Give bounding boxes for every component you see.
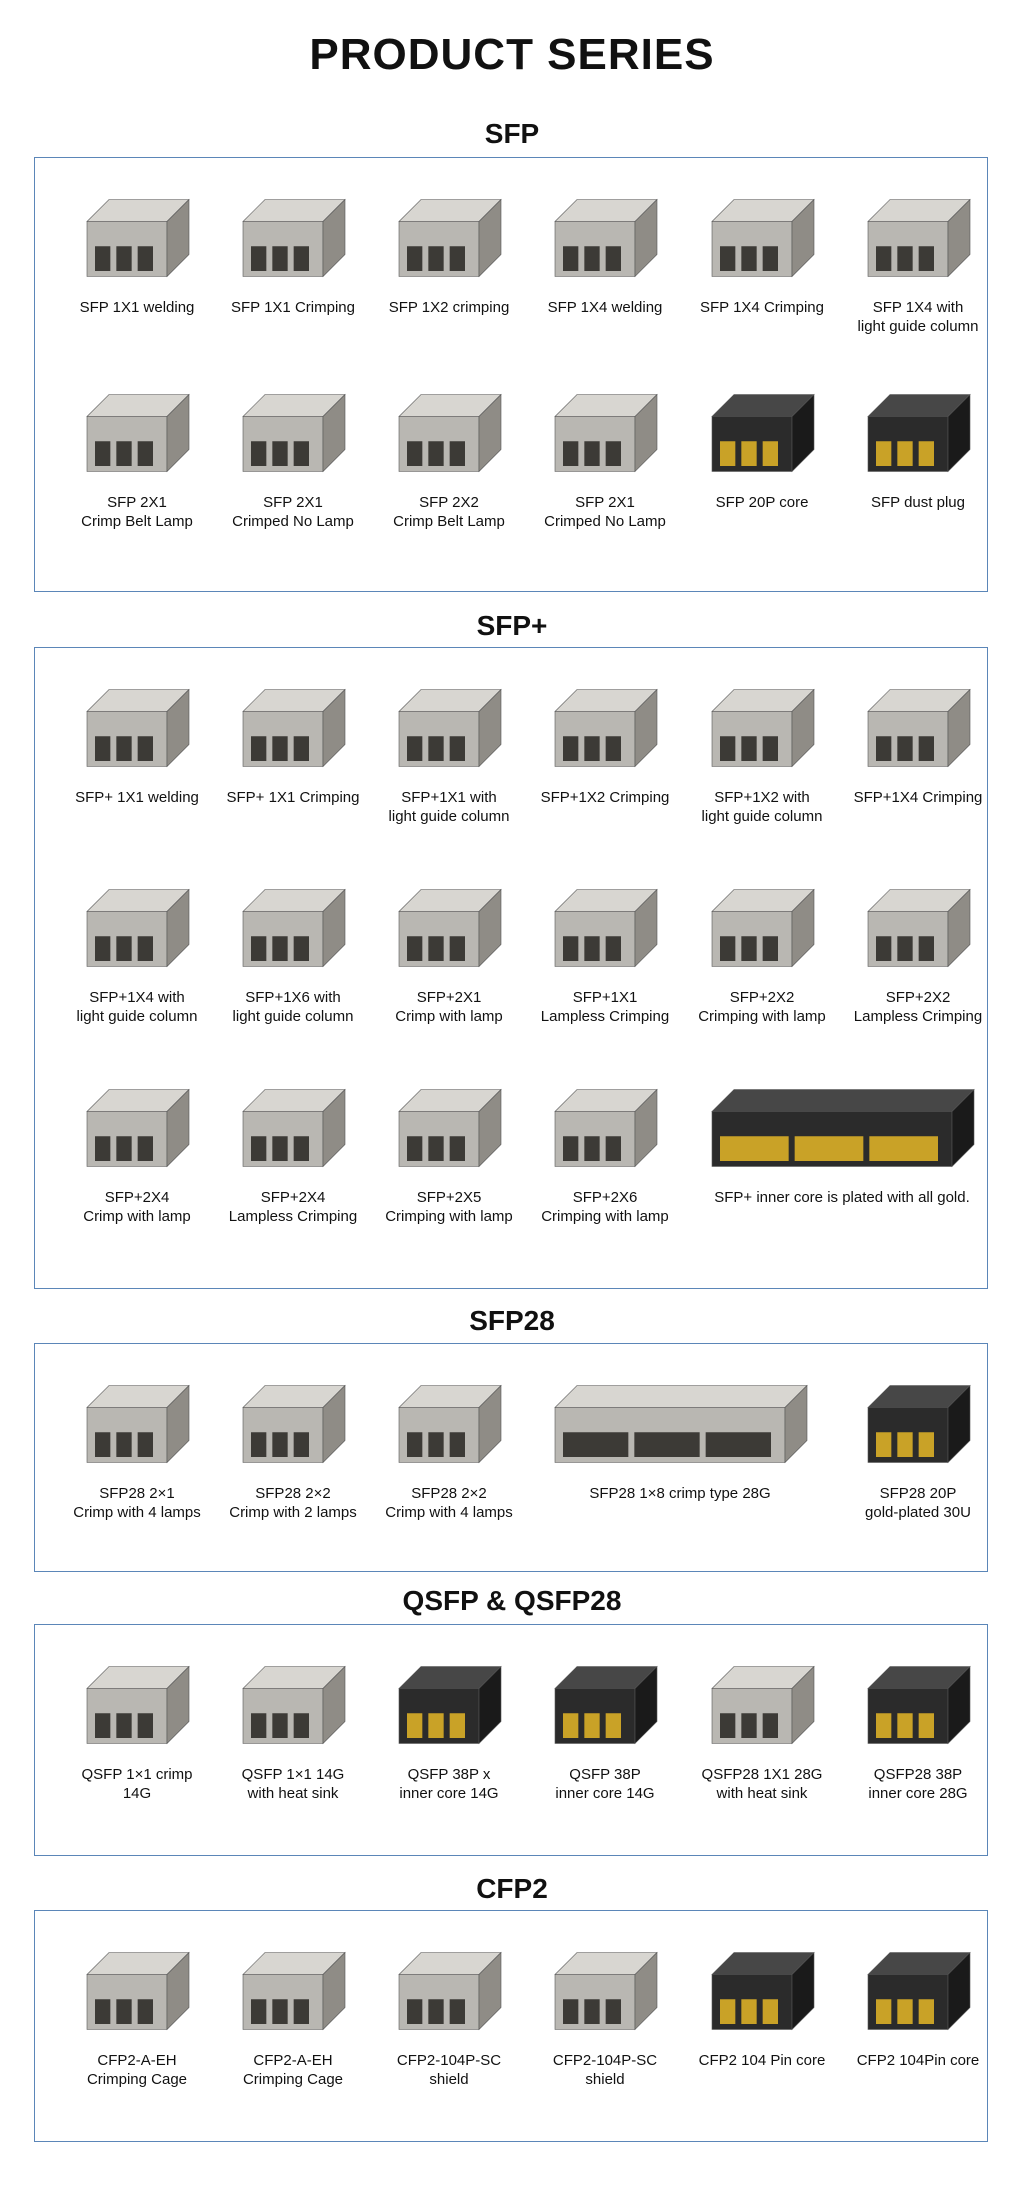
product-label: SFP+1X2 with light guide column [701,789,823,825]
product-image [858,183,978,293]
product-item [525,868,685,1038]
product-image [389,673,509,783]
product-item [682,868,842,1038]
product-label: SFP+ 1X1 Crimping [226,789,360,806]
product-label: SFP 1X4 Crimping [700,299,824,316]
product-label: SFP28 2×2 Crimp with 4 lamps [385,1485,513,1521]
product-item [57,868,217,1038]
product-label: SFP28 20P gold-plated 30U [865,1485,971,1521]
product-image [858,673,978,783]
product-label: QSFP 1×1 crimp 14G [81,1766,193,1802]
product-item [682,668,842,838]
product-item [682,1068,1002,1238]
product-label: SFP 2X1 Crimped No Lamp [544,494,666,530]
product-label: SFP+2X6 Crimping with lamp [541,1189,669,1225]
product-item [525,1364,835,1534]
section-title-cfp2: CFP2 [476,1873,548,1904]
product-image [702,1650,822,1760]
product-image [545,378,665,488]
product-image [545,873,665,983]
product-item [369,373,529,543]
section-title-sfp28: SFP28 [469,1305,555,1336]
product-label: CFP2 104 Pin core [698,2052,826,2069]
product-item [838,178,998,348]
product-item [57,178,217,348]
product-image [77,673,197,783]
product-label: SFP+ inner core is plated with all gold. [714,1189,970,1206]
product-item [369,668,529,838]
product-image [389,1369,509,1479]
product-image [545,1369,815,1479]
product-label: CFP2 104Pin core [856,2052,980,2069]
product-item [369,1364,529,1534]
product-image [77,1650,197,1760]
product-label: SFP+1X6 with light guide column [232,989,354,1025]
product-item [369,1068,529,1238]
section-title-qsfp-qsfp28: QSFP & QSFP28 [402,1585,622,1616]
product-label: SFP+1X1 with light guide column [388,789,510,825]
product-item [525,373,685,543]
product-image [233,873,353,983]
product-item [525,1645,685,1815]
product-label: SFP 20P core [715,494,809,511]
product-item [838,1931,998,2101]
product-label: SFP28 2×1 Crimp with 4 lamps [73,1485,201,1521]
product-label: SFP dust plug [871,494,965,511]
product-item [57,1068,217,1238]
product-item [369,178,529,348]
product-item [57,668,217,838]
product-label: SFP+2X5 Crimping with lamp [385,1189,513,1225]
product-label: SFP+2X4 Lampless Crimping [228,1189,358,1225]
product-item [682,1645,842,1815]
product-image [545,1073,665,1183]
product-item [213,668,373,838]
product-image [233,673,353,783]
section-box-sfp [34,157,988,592]
product-label: SFP 1X1 Crimping [231,299,355,316]
product-image [702,673,822,783]
product-item [838,868,998,1038]
section-box-sfp [34,647,988,1289]
product-image [389,183,509,293]
product-item [369,1645,529,1815]
product-label: SFP+2X2 Lampless Crimping [853,989,983,1025]
product-image [858,1936,978,2046]
product-image [77,1369,197,1479]
product-item [213,178,373,348]
product-image [233,1073,353,1183]
product-item [682,1931,842,2101]
product-item [682,178,842,348]
product-item [838,668,998,838]
product-label: SFP+1X4 Crimping [853,789,983,806]
product-label: SFP 2X1 Crimp Belt Lamp [81,494,193,530]
product-item [57,1645,217,1815]
product-label: SFP 2X2 Crimp Belt Lamp [393,494,505,530]
product-item [57,1931,217,2101]
product-label: CFP2-A-EH Crimping Cage [242,2052,344,2088]
product-item [213,1068,373,1238]
product-label: QSFP28 38P inner core 28G [868,1766,968,1802]
product-item [838,1645,998,1815]
product-label: SFP 1X4 welding [547,299,663,316]
product-image [702,873,822,983]
product-image [858,378,978,488]
product-image [858,1369,978,1479]
product-label: SFP 1X2 crimping [388,299,510,316]
product-label: CFP2-A-EH Crimping Cage [86,2052,188,2088]
product-image [77,183,197,293]
product-image [77,1936,197,2046]
product-image [233,378,353,488]
product-image [233,1936,353,2046]
section-box-qsfp-qsfp28 [34,1624,988,1856]
product-label: SFP 1X4 with light guide column [857,299,979,335]
product-image [858,1650,978,1760]
product-label: SFP+2X2 Crimping with lamp [698,989,826,1025]
product-image [545,1936,665,2046]
product-item [525,1068,685,1238]
product-image [389,873,509,983]
product-image [702,378,822,488]
section-box-sfp28 [34,1343,988,1572]
product-image [702,183,822,293]
product-image [77,873,197,983]
product-item [369,1931,529,2101]
section-box-cfp2 [34,1910,988,2142]
product-item [682,373,842,543]
product-image [858,873,978,983]
product-item [525,1931,685,2101]
product-image [702,1936,822,2046]
product-image [233,183,353,293]
product-item [213,373,373,543]
product-image [389,378,509,488]
product-item [213,1645,373,1815]
product-label: SFP+1X4 with light guide column [76,989,198,1025]
product-item [525,668,685,838]
product-item [57,373,217,543]
product-label: CFP2-104P-SC shield [552,2052,658,2088]
product-label: QSFP 1×1 14G with heat sink [241,1766,345,1802]
product-label: QSFP28 1X1 28G with heat sink [701,1766,823,1802]
product-label: SFP+1X2 Crimping [540,789,670,806]
product-label: SFP 1X1 welding [79,299,195,316]
product-label: SFP 2X1 Crimped No Lamp [232,494,354,530]
product-image [545,1650,665,1760]
product-label: SFP+2X4 Crimp with lamp [83,1189,191,1225]
product-image [389,1650,509,1760]
product-item [525,178,685,348]
section-title-sfp: SFP [484,118,540,149]
product-item [213,1931,373,2101]
product-item [213,868,373,1038]
product-image [545,673,665,783]
product-image [545,183,665,293]
product-label: CFP2-104P-SC shield [396,2052,502,2088]
section-title-sfp: SFP+ [476,610,548,641]
product-label: SFP+2X1 Crimp with lamp [395,989,503,1025]
product-image [233,1369,353,1479]
product-item [213,1364,373,1534]
product-label: SFP28 2×2 Crimp with 2 lamps [229,1485,357,1521]
product-item [57,1364,217,1534]
product-image [77,378,197,488]
product-image [389,1073,509,1183]
product-label: QSFP 38P x inner core 14G [399,1766,499,1802]
product-label: SFP+ 1X1 welding [75,789,199,806]
product-item [369,868,529,1038]
product-image [389,1936,509,2046]
product-label: SFP+1X1 Lampless Crimping [540,989,670,1025]
product-image [702,1073,982,1183]
product-item [838,373,998,543]
product-label: QSFP 38P inner core 14G [555,1766,655,1802]
product-image [233,1650,353,1760]
product-label: SFP28 1×8 crimp type 28G [589,1485,771,1502]
product-item [838,1364,998,1534]
page-title: PRODUCT SERIES [309,30,715,79]
product-image [77,1073,197,1183]
